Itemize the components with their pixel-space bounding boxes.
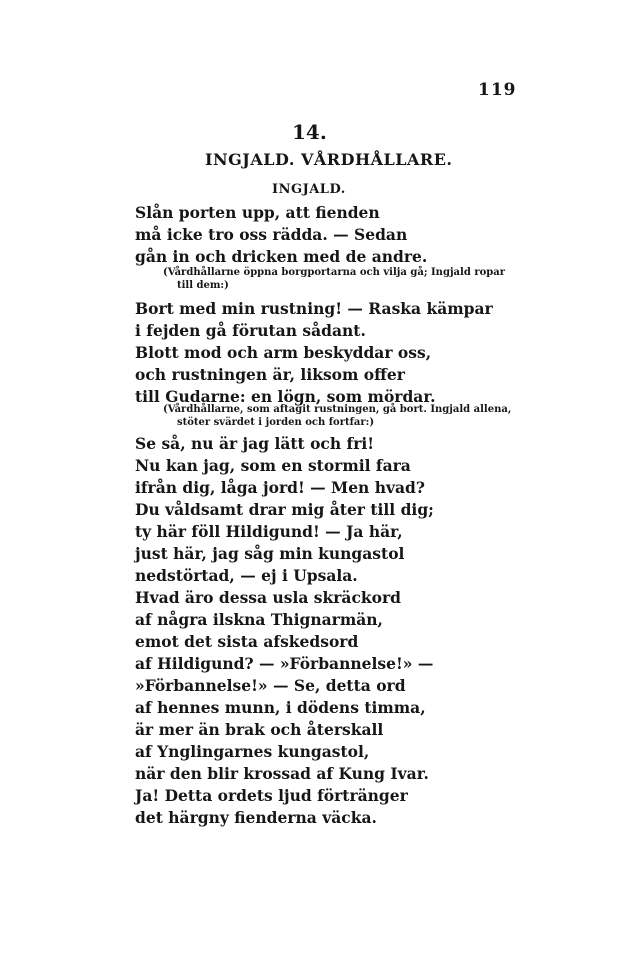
stage-direction-line: till dem:) bbox=[177, 280, 229, 291]
verse-line: Slån porten upp, att fienden bbox=[135, 203, 380, 222]
verse-line: Blott mod och arm beskyddar oss, bbox=[135, 343, 432, 362]
verse-line: gån in och dricken med de andre. bbox=[135, 247, 428, 266]
speaker-name: INGJALD. bbox=[272, 182, 346, 197]
stage-direction-2 bbox=[163, 403, 553, 429]
verse-line: af hennes munn, i dödens timma, bbox=[135, 698, 426, 717]
verse-line: är mer än brak och återskall bbox=[135, 720, 384, 739]
verse-line: ty här föll Hildigund! — Ja här, bbox=[135, 522, 403, 541]
stage-direction-line: (Vårdhållarne öppna borgportarna och vilja gå; Ingjald ropar bbox=[163, 267, 505, 278]
verse-line: Se så, nu är jag lätt och fri! bbox=[135, 434, 375, 453]
verse-line: Bort med min rustning! — Raska kämpar bbox=[135, 299, 493, 318]
verse-line: ifrån dig, låga jord! — Men hvad? bbox=[135, 478, 425, 497]
verse-line: när den blir krossad af Kung Ivar. bbox=[135, 764, 429, 783]
verse-line: det härgny fienderna väcka. bbox=[135, 808, 377, 827]
verse-line: må icke tro oss rädda. — Sedan bbox=[135, 225, 408, 244]
verse-block-1 bbox=[135, 202, 565, 268]
verse-line: just här, jag såg min kungastol bbox=[135, 544, 405, 563]
verse-block-2 bbox=[135, 298, 565, 408]
verse-line: Ja! Detta ordets ljud förtränger bbox=[135, 786, 408, 805]
verse-line: nedstörtad, — ej i Upsala. bbox=[135, 566, 358, 585]
verse-line: i fejden gå förutan sådant. bbox=[135, 321, 366, 340]
verse-line: af några ilskna Thignarmän, bbox=[135, 610, 383, 629]
verse-line: af Hildigund? — »Förbannelse!» — bbox=[135, 654, 434, 673]
verse-line: af Ynglingarnes kungastol, bbox=[135, 742, 370, 761]
verse-line: till Gudarne: en lögn, som mördar. bbox=[135, 387, 436, 406]
verse-line: »Förbannelse!» — Se, detta ord bbox=[135, 676, 406, 695]
verse-line: emot det sista afskedsord bbox=[135, 632, 359, 651]
scene-characters: INGJALD. VÅRDHÅLLARE. bbox=[205, 150, 453, 169]
verse-line: Hvad äro dessa usla skräckord bbox=[135, 588, 401, 607]
scene-number: 14. bbox=[292, 120, 327, 144]
page-number: 119 bbox=[478, 80, 517, 100]
verse-line: Du våldsamt drar mig åter till dig; bbox=[135, 500, 434, 519]
verse-line: och rustningen är, liksom offer bbox=[135, 365, 405, 384]
stage-direction-line: (Vårdhållarne, som aftagit rustningen, gå bort. Ingjald allena, bbox=[163, 404, 512, 415]
stage-direction-line: stöter svärdet i jorden och fortfar:) bbox=[177, 417, 375, 428]
verse-block-3 bbox=[135, 433, 565, 829]
verse-line: Nu kan jag, som en stormil fara bbox=[135, 456, 411, 475]
stage-direction-1 bbox=[163, 266, 553, 292]
